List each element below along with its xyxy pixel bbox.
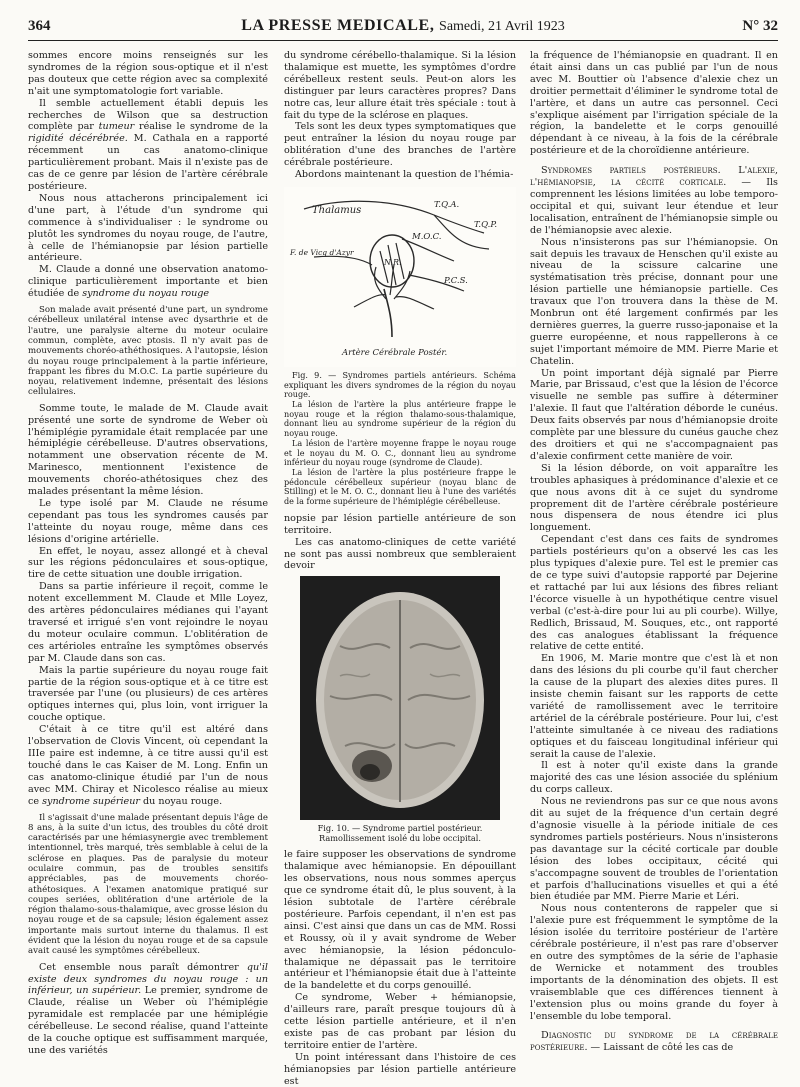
issue-number: N° 32 <box>742 18 778 34</box>
label-tqa: T.Q.A. <box>434 199 460 210</box>
paragraph: Nous ne reviendrons pas sur ce que nous avons dit au sujet de la fréquence d'un certain degré d'agnosie visuelle à la période initiale de ces syndromes partiels postérieurs. Nous n'insisterons pas davantage sur la cécité corticale par double lésion des lobes occipitaux, cécité qui s'accompagne souvent de troubles de l'orientation et parfois d'hallucinations visuelles et qui a été bien étudiée par MM. Pierre Marie et Léri. <box>530 796 778 903</box>
section-heading-paragraph: Syndromes partiels postérieurs. L'alexie, l'hémianopsie, la cécité corticale. — Ils comprennent les lésions limitées au lobe temporo-occipital et qui, suivant leur étendue et leur localisation, entraînent de l'hémianopsie simple ou de l'hémianopsie avec alexie. <box>530 165 778 236</box>
caption-line: La lésion de l'artère la plus postérieure frappe le pédoncule cérébelleux supérieur (noyau blanc de Stilling) et le M. O. C., donnant lieu à l'une des variétés de la forme supérieure de l'hémiplégie cérébelleuse. <box>284 467 516 507</box>
paragraph: Le type isolé par M. Claude ne résume cependant pas tous les syndromes causés par l'atteinte du noyau rouge, même dans ces lésions d'origine artérielle. <box>28 497 268 545</box>
paragraph: nopsie par lésion partielle antérieure de son territoire. <box>284 512 516 536</box>
case-note: Il s'agissait d'une malade présentant depuis l'âge de 8 ans, à la suite d'un ictus, des troubles du côté droit caractérisés par une hémiasynergie avec tremblement intentionnel, très marqué, très semblable à celui de la sclérose en plaques. Pas de paralysie du moteur oculaire commun, pas de troubles sensitifs appréciables, pas de mouvements choréo-athétosiques. A l'examen anatomique pratiqué sur coupes seriées, oblitération d'une artériole de la région thalamo-sous-thalamique, avec grosse lésion du noyau rouge et de sa capsule; lésion également assez importante mais surtout interne du thalamus. Il est évident que la lésion du noyau rouge et de sa capsule avait causé les symptômes cérébelleux. <box>28 812 268 957</box>
label-artery: Artère Cérébrale Postér. <box>342 347 448 358</box>
paragraph: Dans sa partie inférieure il reçoit, comme le notent excellemment M. Claude et Mlle Loyez, des artères pédonculaires médianes qui l'ayant traversé et irrigué s'en vont rejoindre le noyau du moteur oculaire commun. L'oblitération de ces artérioles entraîne les symptômes observés par M. Claude dans son cas. <box>28 581 268 664</box>
paragraph: du syndrome cérébello-thalamique. Si la lésion thalamique est muette, les symptômes d'ordre cérébelleux restent seuls. Peut-on alors les distinguer par leurs caractères propres? Dans notre cas, leur allure était très spéciale : tout à fait du type de la sclérose en plaques. <box>284 50 516 121</box>
paragraph: Tels sont les deux types symptomatiques que peut entraîner la lésion du noyau rouge par oblitération d'une des branches de l'artère cérébrale postérieure. <box>284 121 516 169</box>
journal-title <box>28 17 778 35</box>
paragraph: Ce syndrome, Weber + hémianopsie, d'ailleurs rare, paraît presque toujours dû à cette lésion partielle antérieure, et il n'en existe pas de cas probant par lésion du territoire entier de l'artère. <box>284 992 516 1051</box>
label-moc: M.O.C. <box>412 231 442 242</box>
paragraph: C'était à ce titre qu'il est altéré dans l'observation de Clovis Vincent, où cependant la IIIe paire est indemne, à ce titre aussi qu'il est touché dans le cas Kaiser de M. Long. Enfin un cas anatomo-clinique étudié par l'un de nous avec MM. Chiray et Nicolesco réalise au mieux ce syndrome supérieur du noyau rouge. <box>28 724 268 807</box>
label-thalamus: Thalamus <box>312 204 362 216</box>
column-1 <box>28 50 268 1074</box>
artery-left <box>354 295 386 307</box>
paragraph: Il est à noter qu'il existe dans la grande majorité des cas une lésion associée du splénium du corps calleux. <box>530 760 778 796</box>
figure-9-diagram <box>284 187 516 367</box>
page-header <box>28 14 778 41</box>
paragraph: En effet, le noyau, assez allongé et à cheval sur les régions pédonculaires et sous-optique, tire de cette situation une double irrigation. <box>28 545 268 581</box>
red-nucleus-schema <box>284 187 516 367</box>
page-number: 364 <box>28 18 51 34</box>
paragraph: Abordons maintenant la question de l'hémia- <box>295 169 514 181</box>
artery-trunk <box>384 289 392 337</box>
paragraph: Les cas anatomo-cliniques de cette variété ne sont pas aussi nombreux que sembleraient devoir <box>284 536 516 572</box>
issue-date: Samedi, 21 Avril 1923 <box>439 19 565 34</box>
section-heading: Diagnostic du syndrome de la cérébrale postérieure. <box>530 1030 778 1054</box>
case-note: Son malade avait présenté d'une part, un syndrome cérébelleux unilatéral intense avec dysarthrie et de l'autre, une paralysie alterne du moteur oculaire commun, complète, avec ptosis. Il n'y avait pas de mouvements choréo-athéthosiques. A l'autopsie, lésion du noyau rouge principalement à la partie inférieure, frappant les fibres du M.O.C. La partie supérieure du noyau, relativement indemne, présentait des lésions cellulaires. <box>28 305 268 398</box>
caption-line: La lésion de l'artère moyenne frappe le noyau rouge et le noyau du M. O. C., donnant lieu au syndrome inférieur du noyau rouge (syndrome de Claude). <box>284 437 516 468</box>
paragraph: Cet ensemble nous paraît démontrer qu'il existe deux syndromes du noyau rouge : un inférieur, un supérieur. Le premier, syndrome de Claude, réalise un Weber où l'hémiplégie pyramidale est remplacée par une hémiplégie cérébelleuse. Le second réalise, quand l'atteinte de la couche optique est suffisamment marquée, une des variétés <box>28 961 268 1057</box>
paragraph: la fréquence de l'hémianopsie en quadrant. Il en était ainsi dans un cas publié par l'un de nous avec M. Bouttier où l'absence d'alexie chez un droitier permettait d'éliminer le syndrome total de l'artère, et dans un autre cas personnel. Ceci s'explique aisément par l'irrigation spéciale de la région, la bandelette et le corps genouillé dépendant à ce niveau, à la fois de la cérébrale postérieure et de la choroïdienne antérieure. <box>530 50 778 157</box>
moc-line <box>402 239 454 261</box>
column-3 <box>530 50 778 1074</box>
label-pcs: P.C.S. <box>444 275 468 286</box>
brain-section-photo <box>300 576 500 820</box>
paragraph: sommes encore moins renseignés sur les syndromes de la région sous-optique et il n'est pas douteux que cette région avec sa complexité n'ait une symptomatologie fort variable. <box>28 50 268 97</box>
paragraph: Mais la partie supérieure du noyau rouge fait partie de la région sous-optique et à ce titre est traversée par l'une (ou plusieurs) de ces artères optiques internes qui, plus loin, vont irriguer la couche optique. <box>28 664 268 724</box>
paragraph: Si la lésion déborde, on voit apparaître les troubles aphasiques à prédominance d'alexie et ce que nous avons dit à ce sujet du syndrome proprement dit de l'artère cérébrale postérieure nous dispensera de nous étendre ici plus longuement. <box>530 462 778 534</box>
section-heading-paragraph: Diagnostic du syndrome de la cérébrale postérieure. — Laissant de côté les cas de <box>530 1030 778 1054</box>
caption-line: Ramollissement isolé du lobe occipital. <box>319 833 481 844</box>
section-heading: Syndromes partiels postérieurs. L'alexie, l'hémianopsie, la cécité corticale. <box>530 165 778 189</box>
caption-line: La lésion de l'artère la plus antérieure frappe le noyau rouge et la région thalamo-sous-thalamique, donnant lieu au syndrome supérieur de la région du noyau rouge. <box>284 399 516 439</box>
paragraph: Cependant c'est dans ces faits de syndromes partiels postérieurs qu'on a observé les cas les plus typiques d'alexie pure. Tel est le premier cas de ce type suivi d'autopsie rapporté par Dejerine et rattaché par lui aux lésions des fibres reliant l'écorce visuelle à un hypothétique centre visuel verbal (c'est-à-dire pour lui au pli courbe). Willye, Redlich, Brissaud, M. Souques, etc., ont rapporté des cas analogues établissant la fréquence relative de cette entité. <box>530 534 778 653</box>
figure-9-caption <box>284 371 516 507</box>
journal-name: LA PRESSE MEDICALE, <box>241 17 435 34</box>
paragraph: Un point important déjà signalé par Pierre Marie, par Brissaud, c'est que la lésion de l'écorce visuelle ne semble pas suffire à déterminer l'alexie. Il faut que l'altération déborde le cunéus. Deux faits observés par nous d'hémianopsie droite complète par une blessure du cunéus gauche chez des droitiers et qui ne s'accompagnaient pas d'alexie confirment cette manière de voir. <box>530 367 778 462</box>
paragraph: Un point intéressant dans l'histoire de ces hémianopsies par lésion partielle antérieure est <box>284 1051 516 1087</box>
label-tqp: T.Q.P. <box>474 219 498 230</box>
paragraph: Il semble actuellement établi depuis les recherches de Wilson que sa destruction complète par tumeur réalise le syndrome de la rigidité décérébrée. M. Cathala en a rapporté récemment un cas anatomo-clinique particulièrement probant. Mais il n'existe pas de cas de ce genre par lésion de l'artère cérébrale postérieure. <box>28 97 268 192</box>
paragraph: Nous nous contenterons de rappeler que si l'alexie pure est fréquemment le symptôme de la lésion isolée du territoire postérieur de l'artère cérébrale postérieure, il n'est pas rare d'observer en outre des symptômes de la série de l'aphasie de Wernicke et notamment des troubles importants de la dénomination des objets. Il est vraisemblable que ces différences tiennent à l'extension plus ou moins grande du foyer à l'ensemble du lobe temporal. <box>530 903 778 1022</box>
caption-title: Fig. 10. — Syndrome partiel postérieur. <box>317 823 483 834</box>
paragraph: Nous n'insisterons pas sur l'hémianopsie. On sait depuis les travaux de Henschen qu'il existe au niveau de la scissure calcarine une systématisation très précise, donnant pour une lésion partielle une hémianopsie partielle. Ces travaux que l'on trouvera dans la thèse de M. Monbrun ont été largement confirmés par les dernières guerres, la guerre russo-japonaise et la guerre européenne, et nous rappellerons à ce sujet l'important mémoire de MM. Pierre Marie et Chatelin. <box>530 236 778 367</box>
label-nr: N.R. <box>384 257 402 267</box>
paragraph: En 1906, M. Marie montre que c'est là et non dans des lésions du pli courbe qu'il faut chercher la cause de la plupart des alexies dites pures. Il insiste chemin faisant sur les rapports de cette variété de ramollissement avec le territoire artériel de la cérébrale postérieure. Pour lui, c'est l'atteinte simultanée à ce niveau des radiations optiques et du faisceau longitudinal inférieur qui serait la cause de l'alexie. <box>530 653 778 760</box>
caption-title: Fig. 9. — Syndromes partiels antérieurs. Schéma expliquant les divers syndromes de la région du noyau rouge. <box>284 369 516 400</box>
figure-10-photo <box>284 576 516 843</box>
paragraph: le faire supposer les observations de syndrome thalamique avec hémianopsie. En dépouillant les observations, nous nous sommes aperçus que ce syndrome était dû, le plus souvent, à la lésion subtotale de l'artère cérébrale postérieure. Parfois cependant, il n'en est pas ainsi. C'est ainsi que dans un cas de MM. Rossi et Roussy, où il y avait syndrome de Weber avec hémianopsie, la lésion pédonculo-thalamique ne dépassait pas le territoire antérieur et l'hémianopsie était due à l'atteinte de la bandelette et du corps genouillé. <box>284 849 516 992</box>
paragraph: M. Claude a donné une observation anatomo-clinique particulièrement importante et bien étudiée de syndrome du noyau rouge <box>28 264 268 300</box>
figure-10-caption <box>284 823 516 843</box>
paragraph: Nous nous attacherons principalement ici d'une part, à l'étude d'un syndrome qui commence à s'individualiser : le syndrome ou plutôt les syndromes du noyau rouge, de l'autre, à celle de l'hémianopsie par lésion partielle antérieure. <box>28 192 268 264</box>
label-vicq: F. de Vicq d'Azyr <box>290 247 354 257</box>
column-2 <box>284 50 516 1087</box>
vicq-bundle <box>314 256 372 265</box>
artery-right <box>396 297 434 309</box>
paragraph: Somme toute, le malade de M. Claude avait présenté une sorte de syndrome de Weber où l'hémiplégie pyramidale était remplacée par une hémiplégie cérébelleuse. D'autres observations, notamment une observation récente de M. Marinesco, mentionnent l'existence de mouvements choréo-athétosiques chez des malades présentant la même lésion. <box>28 402 268 498</box>
